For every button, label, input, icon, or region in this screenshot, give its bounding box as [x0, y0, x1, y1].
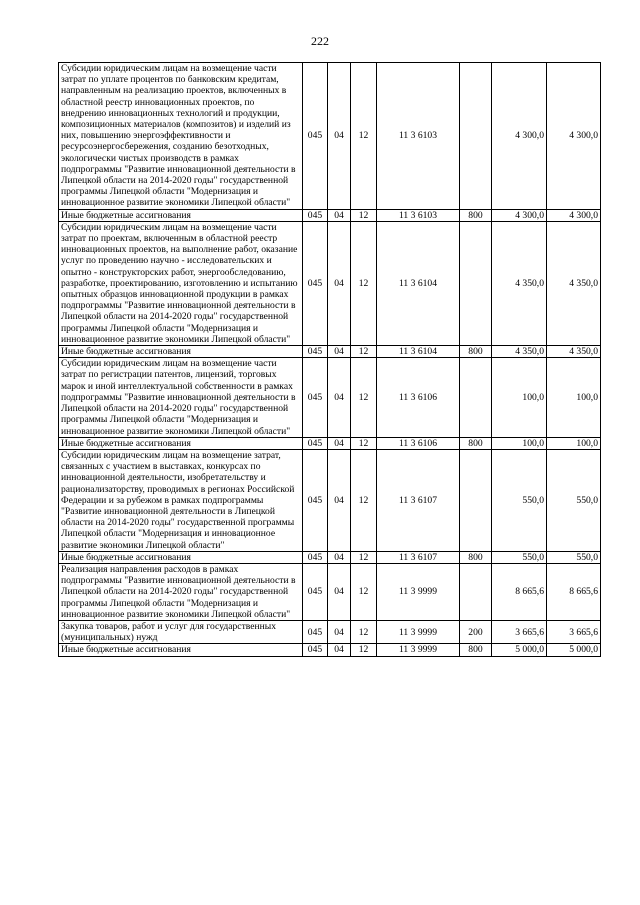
row-description: Закупка товаров, работ и услуг для государственных (муниципальных) нужд: [59, 620, 303, 643]
row-description: Иные бюджетные ассигнования: [59, 437, 303, 449]
cell-target-code: 11 3 6103: [377, 209, 460, 221]
row-description: Реализация направления расходов в рамках подпрограммы "Развитие инновационной деятельности в Липецкой области на 2014-2020 годы" государственной программы Липецкой области "Модернизация и инновационное развитие экономики Липецкой области": [59, 563, 303, 620]
page-number: 222: [311, 34, 329, 48]
cell-podrazdel: 12: [351, 358, 377, 437]
cell-sum-2: 4 350,0: [547, 346, 601, 358]
table-row: [59, 358, 601, 437]
cell-target-code: 11 3 6106: [377, 437, 460, 449]
cell-sum-2: 5 000,0: [547, 644, 601, 656]
cell-podrazdel: 12: [351, 644, 377, 656]
row-description: Субсидии юридическим лицам на возмещение части затрат по проектам, включенным в областной реестр инновационных проектов, на выполнение работ, оказание услуг по проведению научно - исследовательских и опытно - конструкторских работ, энергообследованию, разработке, проектированию, изготовлению и испытанию опытных образцов инновационной продукции в рамках подпрограммы "Развитие инновационной деятельности в Липецкой области на 2014-2020 годы" государственной программы Липецкой области "Модернизация и инновационное развитие экономики Липецкой области": [59, 221, 303, 345]
cell-podrazdel: 12: [351, 563, 377, 620]
cell-sum-2: 550,0: [547, 551, 601, 563]
table-row: [59, 346, 601, 358]
cell-expense-type: [460, 449, 492, 551]
table-row: [59, 449, 601, 551]
cell-target-code: 11 3 6103: [377, 63, 460, 210]
table-row: [59, 221, 601, 345]
cell-sum-1: 8 665,6: [492, 563, 547, 620]
table-row: [59, 644, 601, 656]
cell-sum-1: 100,0: [492, 437, 547, 449]
cell-expense-type: [460, 221, 492, 345]
table-row: [59, 563, 601, 620]
cell-sum-2: 4 350,0: [547, 221, 601, 345]
cell-glava: 045: [303, 346, 328, 358]
cell-expense-type: 200: [460, 620, 492, 643]
cell-expense-type: [460, 358, 492, 437]
table-row: [59, 551, 601, 563]
cell-target-code: 11 3 9999: [377, 620, 460, 643]
cell-sum-2: 4 300,0: [547, 63, 601, 210]
cell-podrazdel: 12: [351, 620, 377, 643]
cell-podrazdel: 12: [351, 63, 377, 210]
cell-sum-1: 5 000,0: [492, 644, 547, 656]
cell-razdel: 04: [328, 563, 351, 620]
cell-glava: 045: [303, 449, 328, 551]
budget-table: [58, 62, 601, 657]
cell-glava: 045: [303, 221, 328, 345]
row-description: Иные бюджетные ассигнования: [59, 644, 303, 656]
cell-razdel: 04: [328, 221, 351, 345]
table-row: [59, 437, 601, 449]
cell-glava: 045: [303, 644, 328, 656]
cell-expense-type: [460, 563, 492, 620]
cell-podrazdel: 12: [351, 209, 377, 221]
cell-target-code: 11 3 6104: [377, 221, 460, 345]
cell-target-code: 11 3 6107: [377, 449, 460, 551]
table-row: [59, 63, 601, 210]
cell-podrazdel: 12: [351, 449, 377, 551]
row-description: Субсидии юридическим лицам на возмещение части затрат по уплате процентов по банковским кредитам, направленным на реализацию проектов, включенных в областной реестр инновационных проектов, по внедрению инновационных технологий и продукции, композиционных материалов (композитов) и изделий из них, повышению энергоэффективности и ресурсоэнергосбережения, созданию безотходных, экологически чистых производств в рамках подпрограммы "Развитие инновационной деятельности в Липецкой области на 2014-2020 годы" государственной программы Липецкой области "Модернизация и инновационное развитие экономики Липецкой области": [59, 63, 303, 210]
cell-sum-2: 100,0: [547, 358, 601, 437]
cell-target-code: 11 3 9999: [377, 563, 460, 620]
cell-sum-1: 550,0: [492, 551, 547, 563]
cell-razdel: 04: [328, 551, 351, 563]
cell-podrazdel: 12: [351, 551, 377, 563]
cell-glava: 045: [303, 63, 328, 210]
cell-sum-1: 4 300,0: [492, 63, 547, 210]
cell-glava: 045: [303, 563, 328, 620]
cell-razdel: 04: [328, 346, 351, 358]
row-description: Иные бюджетные ассигнования: [59, 346, 303, 358]
cell-sum-1: 4 350,0: [492, 346, 547, 358]
cell-expense-type: 800: [460, 346, 492, 358]
cell-sum-1: 4 300,0: [492, 209, 547, 221]
row-description: Субсидии юридическим лицам на возмещение части затрат по регистрации патентов, лицензий, торговых марок и иной интеллектуальной собственности в рамках подпрограммы "Развитие инновационной деятельности в Липецкой области на 2014-2020 годы" государственной программы Липецкой области "Модернизация и инновационное развитие экономики Липецкой области": [59, 358, 303, 437]
cell-razdel: 04: [328, 209, 351, 221]
cell-glava: 045: [303, 551, 328, 563]
cell-target-code: 11 3 6104: [377, 346, 460, 358]
cell-target-code: 11 3 9999: [377, 644, 460, 656]
cell-glava: 045: [303, 358, 328, 437]
cell-sum-1: 550,0: [492, 449, 547, 551]
cell-sum-1: 3 665,6: [492, 620, 547, 643]
cell-razdel: 04: [328, 63, 351, 210]
cell-expense-type: 800: [460, 437, 492, 449]
row-description: Иные бюджетные ассигнования: [59, 551, 303, 563]
cell-sum-1: 4 350,0: [492, 221, 547, 345]
cell-expense-type: 800: [460, 551, 492, 563]
cell-sum-2: 4 300,0: [547, 209, 601, 221]
cell-sum-2: 550,0: [547, 449, 601, 551]
cell-sum-2: 100,0: [547, 437, 601, 449]
row-description: Субсидии юридическим лицам на возмещение затрат, связанных с участием в выставках, конкурсах по инновационной деятельности, изобретательству и рационализаторству, проводимых в регионах Российской Федерации и за рубежом в рамках подпрограммы "Развитие инновационной деятельности в Липецкой области на 2014-2020 годы" государственной программы Липецкой области "Модернизация и инновационное развитие экономики Липецкой области": [59, 449, 303, 551]
cell-glava: 045: [303, 437, 328, 449]
cell-target-code: 11 3 6107: [377, 551, 460, 563]
cell-expense-type: 800: [460, 209, 492, 221]
cell-sum-2: 8 665,6: [547, 563, 601, 620]
cell-podrazdel: 12: [351, 346, 377, 358]
cell-expense-type: 800: [460, 644, 492, 656]
cell-glava: 045: [303, 620, 328, 643]
cell-expense-type: [460, 63, 492, 210]
cell-podrazdel: 12: [351, 221, 377, 345]
cell-razdel: 04: [328, 358, 351, 437]
cell-razdel: 04: [328, 449, 351, 551]
cell-sum-1: 100,0: [492, 358, 547, 437]
cell-podrazdel: 12: [351, 437, 377, 449]
cell-sum-2: 3 665,6: [547, 620, 601, 643]
cell-target-code: 11 3 6106: [377, 358, 460, 437]
cell-razdel: 04: [328, 437, 351, 449]
cell-glava: 045: [303, 209, 328, 221]
row-description: Иные бюджетные ассигнования: [59, 209, 303, 221]
table-row: [59, 209, 601, 221]
cell-razdel: 04: [328, 620, 351, 643]
cell-razdel: 04: [328, 644, 351, 656]
table-row: [59, 620, 601, 643]
